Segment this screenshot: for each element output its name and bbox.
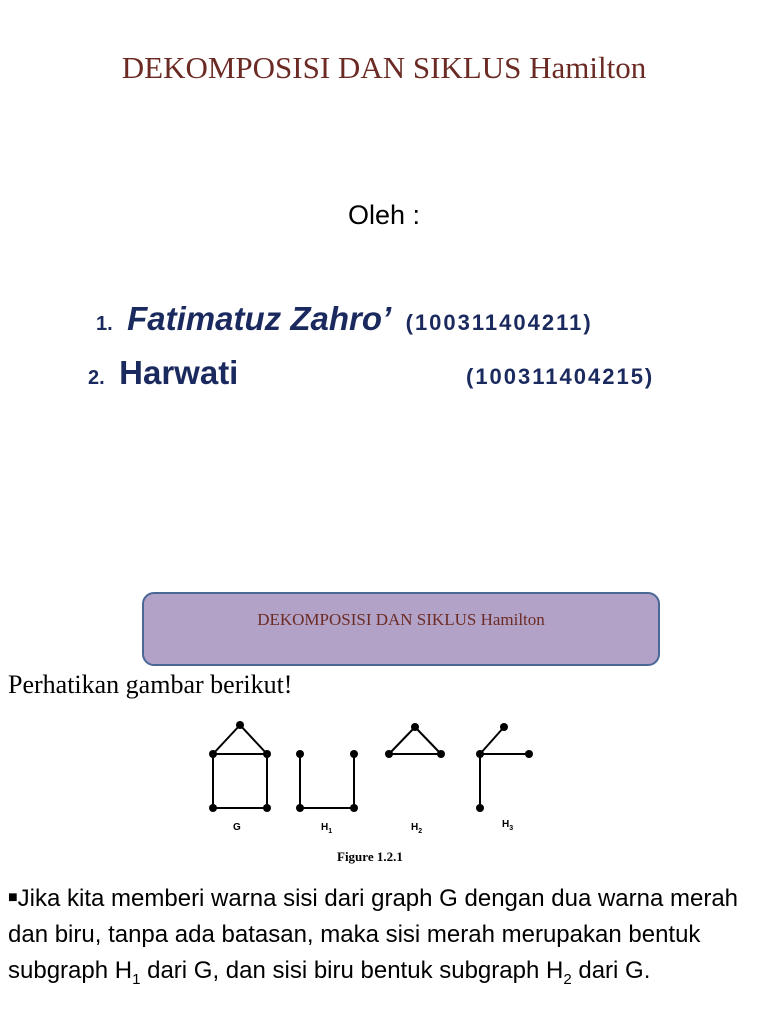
- para-part-1: Jika kita memberi warna sisi dari graph G dengan dua warna merah dan biru, tanpa ada batasan, maka sisi merah merupakan bentuk subgraph H: [8, 885, 739, 984]
- label-h2: $H_2$: [411, 822, 423, 835]
- author-1-number: 1.: [96, 313, 113, 335]
- author-2-number: 2.: [88, 367, 105, 389]
- author-2: [88, 354, 238, 392]
- author-2-name: Harwati: [119, 354, 239, 391]
- author-2-nim-wrap: [466, 364, 654, 390]
- para-part-3: dari G.: [571, 957, 651, 984]
- para-sub-2: 2: [563, 970, 572, 988]
- bullet-icon: ■: [8, 889, 18, 906]
- intro-text: Perhatikan gambar berikut!: [8, 670, 293, 699]
- graph-figure: [196, 712, 546, 872]
- label-h1: $H_1$: [321, 822, 333, 835]
- banner-text: DEKOMPOSISI DAN SIKLUS Hamilton: [257, 610, 545, 629]
- para-sub-1: 1: [132, 970, 141, 988]
- label-g: G: [233, 822, 241, 833]
- author-1-name: Fatimatuz Zahro’: [127, 300, 392, 337]
- label-h3: $H_3$: [502, 819, 514, 832]
- figure-caption: Figure 1.2.1: [337, 849, 403, 864]
- para-part-2: dari G, dan sisi biru bentuk subgraph H: [140, 957, 564, 984]
- author-2-nim: (100311404215): [466, 364, 655, 389]
- body-paragraph: [8, 880, 760, 989]
- slide-title: DEKOMPOSISI DAN SIKLUS Hamilton: [121, 50, 647, 85]
- title-banner: [142, 592, 660, 666]
- oleh-label: Oleh :: [347, 200, 421, 230]
- author-1: [96, 300, 593, 338]
- author-1-nim: (100311404211): [405, 310, 593, 335]
